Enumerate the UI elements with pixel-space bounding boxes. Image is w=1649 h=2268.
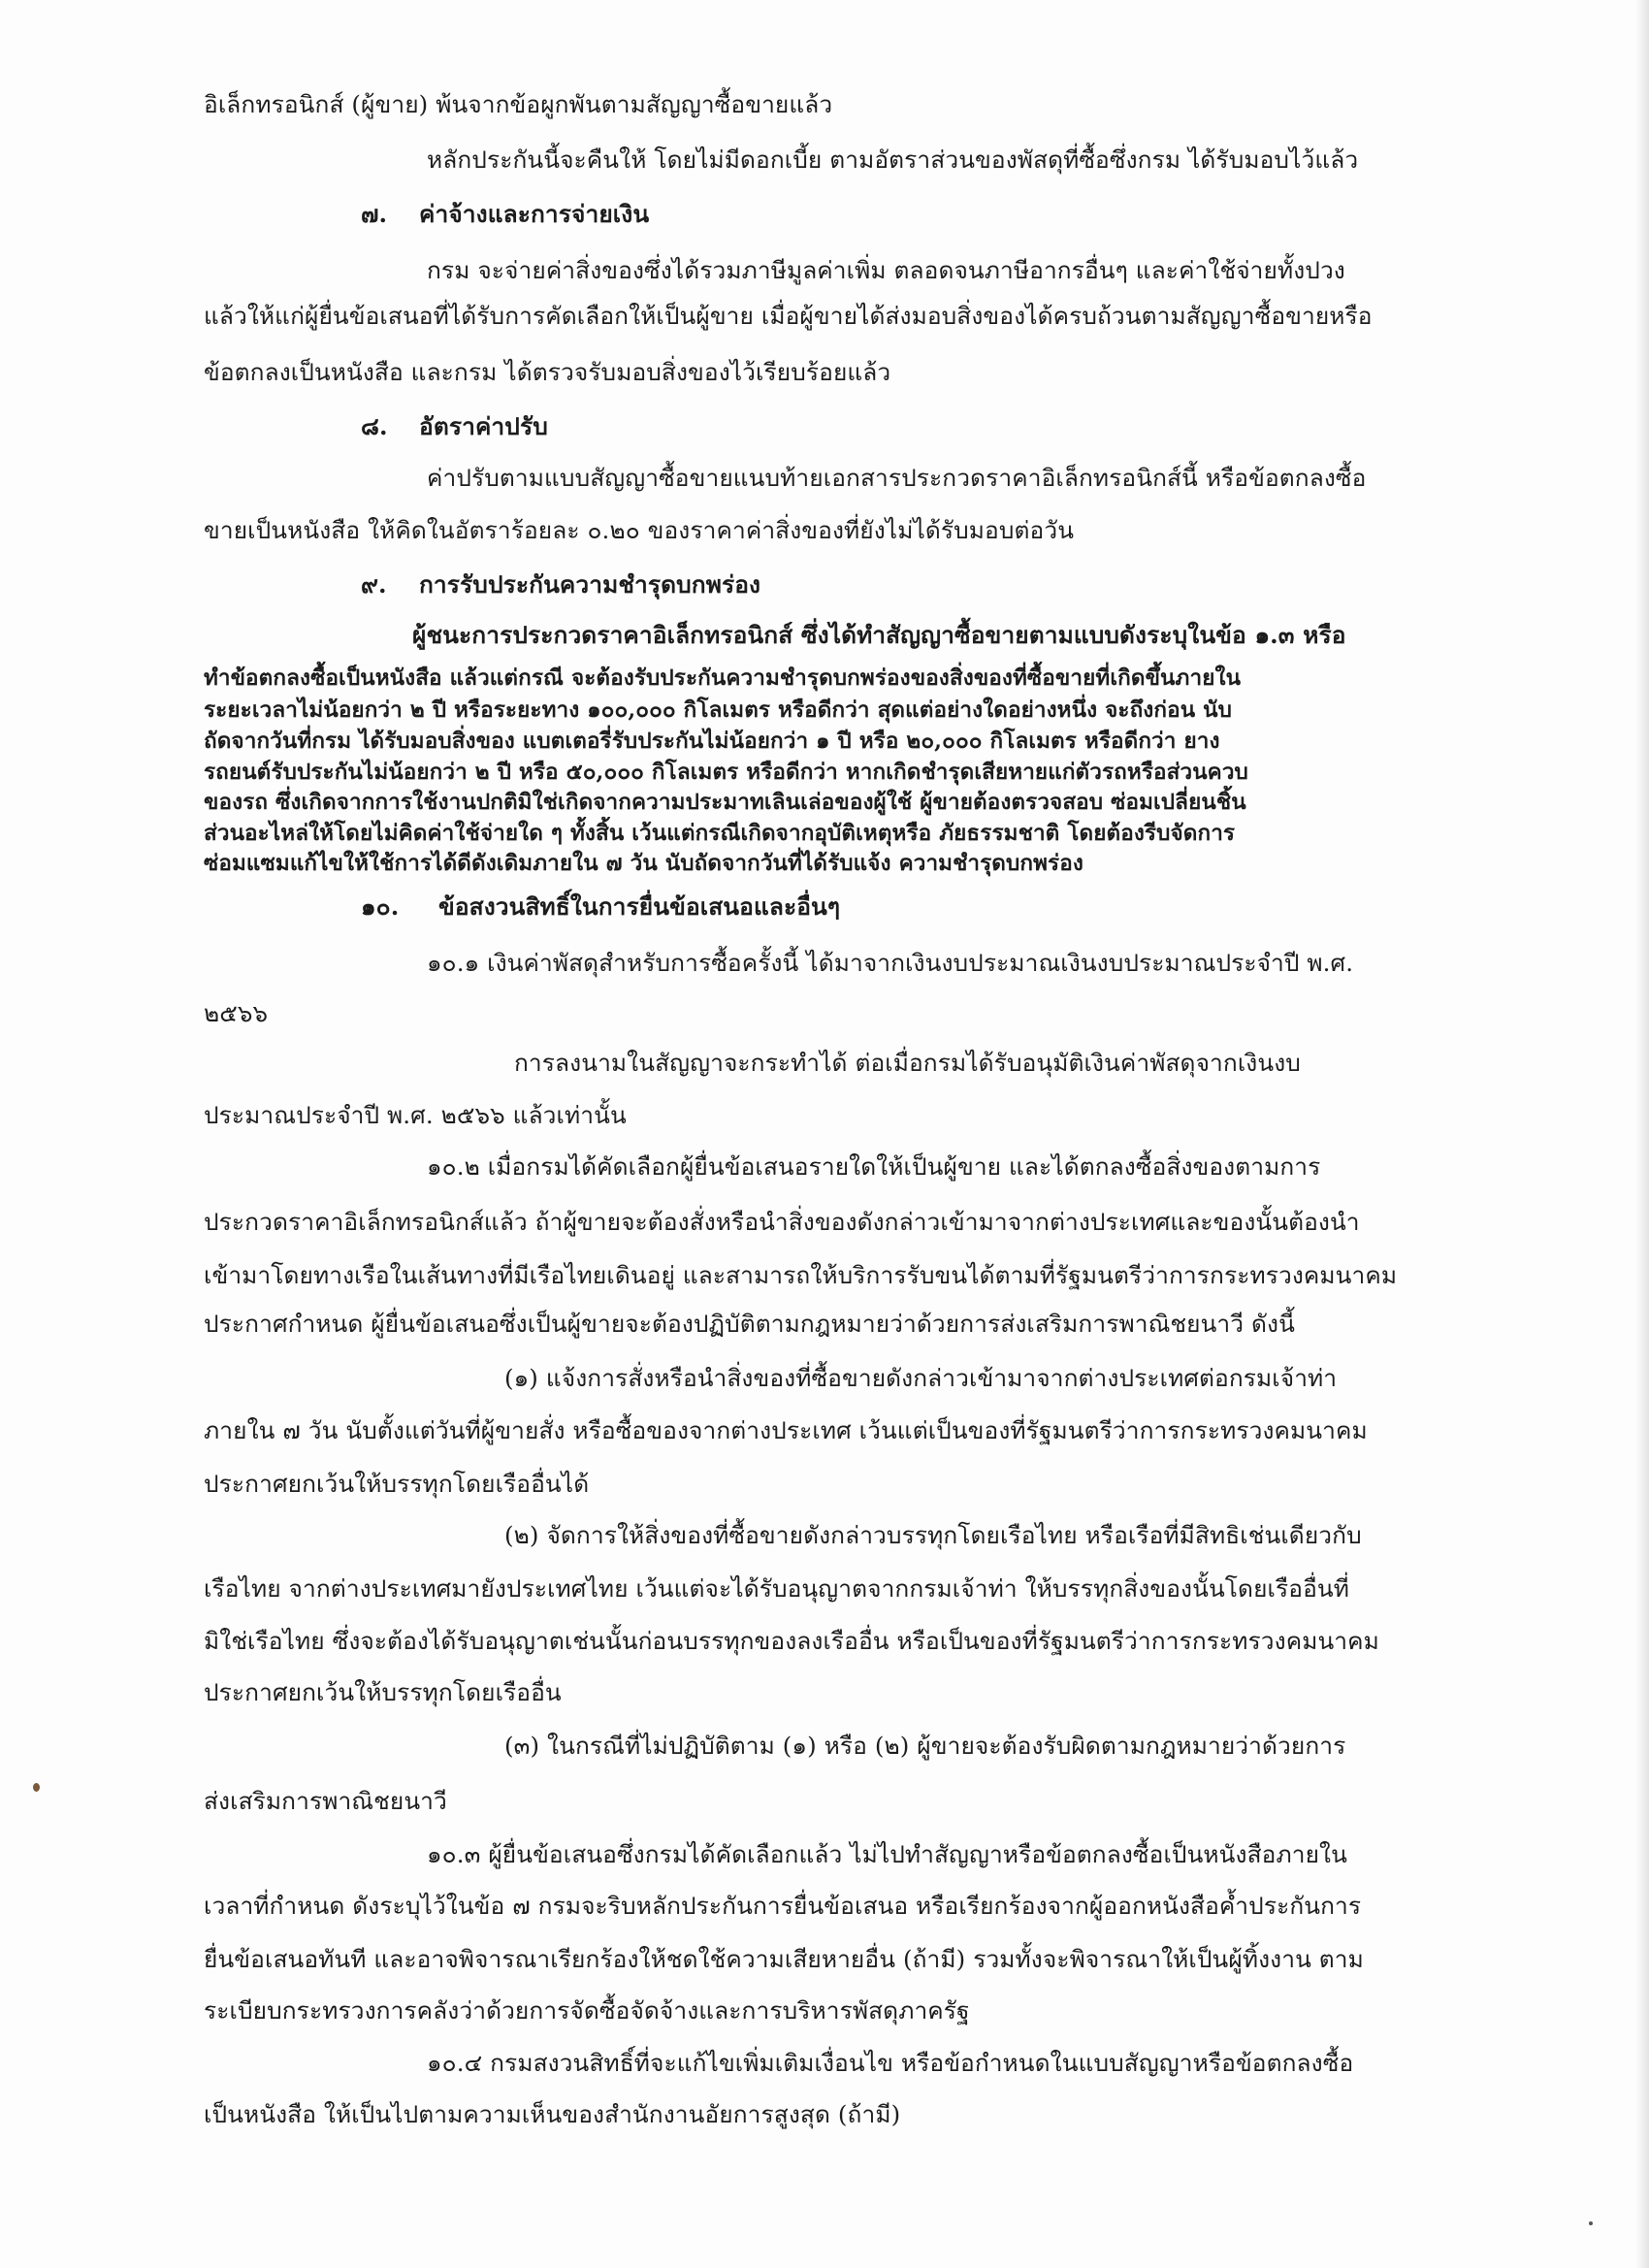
text-line: (๓) ในกรณีที่ไม่ปฏิบัติตาม (๑) หรือ (๒) ผู้ขายจะต้องรับผิดตามกฎหมายว่าด้วยการ	[504, 1732, 1346, 1760]
text-line: (๑) แจ้งการสั่งหรือนำสิ่งของที่ซื้อขายดังกล่าวเข้ามาจากต่างประเทศต่อกรมเจ้าท่า	[504, 1364, 1338, 1392]
section-heading	[361, 412, 548, 441]
text-line: ข้อตกลงเป็นหนังสือ และกรม ได้ตรวจรับมอบสิ่งของไว้เรียบร้อยแล้ว	[204, 358, 891, 386]
section-title: อัตราค่าปรับ	[419, 412, 548, 440]
text-line: ถัดจากวันที่กรม ได้รับมอบสิ่งของ แบตเตอรี่รับประกันไม่น้อยกว่า ๑ ปี หรือ ๒๐,๐๐๐ กิโลเมตร หรือดีกว่า ยาง	[204, 729, 1220, 754]
text-line: ๒๕๖๖	[204, 999, 269, 1027]
text-line: ผู้ชนะการประกวดราคาอิเล็กทรอนิกส์ ซึ่งได้ทำสัญญาซื้อขายตามแบบดังระบุในข้อ ๑.๓ หรือ	[412, 621, 1346, 649]
text-line: ๑๐.๒ เมื่อกรมได้คัดเลือกผู้ยื่นข้อเสนอรายใดให้เป็นผู้ขาย และได้ตกลงซื้อสิ่งของตามการ	[427, 1152, 1321, 1181]
text-line: ยื่นข้อเสนอทันที และอาจพิจารณาเรียกร้องให้ชดใช้ความเสียหายอื่น (ถ้ามี) รวมทั้งจะพิจารณาให้เป็นผู้ทิ้งงาน ตาม	[204, 1945, 1364, 1973]
section-heading	[361, 200, 649, 229]
text-line: ประกาศกำหนด ผู้ยื่นข้อเสนอซึ่งเป็นผู้ขายจะต้องปฏิบัติตามกฎหมายว่าด้วยการส่งเสริมการพาณิชยนาวี ดังนี้	[204, 1310, 1295, 1338]
text-line: ประกวดราคาอิเล็กทรอนิกส์แล้ว ถ้าผู้ขายจะต้องสั่งหรือนำสิ่งของดังกล่าวเข้ามาจากต่างประเทศและของนั้นต้องนำ	[204, 1208, 1360, 1236]
text-line: หลักประกันนี้จะคืนให้ โดยไม่มีดอกเบี้ย ตามอัตราส่วนของพัสดุที่ซื้อซึ่งกรม ได้รับมอบไว้แล้ว	[427, 146, 1359, 174]
text-line: ขายเป็นหนังสือ ให้คิดในอัตราร้อยละ ๐.๒๐ ของราคาค่าสิ่งของที่ยังไม่ได้รับมอบต่อวัน	[204, 516, 1075, 544]
scan-speck	[33, 1783, 40, 1792]
text-line: รถยนต์รับประกันไม่น้อยกว่า ๒ ปี หรือ ๕๐,๐๐๐ กิโลเมตร หรือดีกว่า หากเกิดชำรุดเสียหายแก่ตัวรถหรือส่วนควบ	[204, 760, 1248, 785]
section-title: การรับประกันความชำรุดบกพร่อง	[419, 570, 761, 599]
section-number: ๗.	[361, 200, 388, 228]
text-line: ๑๐.๑ เงินค่าพัสดุสำหรับการซื้อครั้งนี้ ได้มาจากเงินงบประมาณเงินงบประมาณประจำปี พ.ศ.	[427, 949, 1354, 977]
section-number: ๘.	[361, 412, 388, 440]
text-line: เข้ามาโดยทางเรือในเส้นทางที่มีเรือไทยเดินอยู่ และสามารถให้บริการรับขนได้ตามที่รัฐมนตรีว่าการกระทรวงคมนาคม	[204, 1261, 1398, 1289]
text-line: กรม จะจ่ายค่าสิ่งของซึ่งได้รวมภาษีมูลค่าเพิ่ม ตลอดจนภาษีอากรอื่นๆ และค่าใช้จ่ายทั้งปวง	[427, 256, 1345, 284]
text-line: แล้วให้แก่ผู้ยื่นข้อเสนอที่ได้รับการคัดเลือกให้เป็นผู้ขาย เมื่อผู้ขายได้ส่งมอบสิ่งของได้ครบถ้วนตามสัญญาซื้อขายหรือ	[204, 302, 1373, 330]
text-line: ของรถ ซึ่งเกิดจากการใช้งานปกติมิใช่เกิดจากความประมาทเลินเล่อของผู้ใช้ ผู้ขายต้องตรวจสอบ ซ่อมเปลี่ยนชิ้น	[204, 790, 1246, 815]
text-line: เป็นหนังสือ ให้เป็นไปตามความเห็นของสำนักงานอัยการสูงสุด (ถ้ามี)	[204, 2100, 901, 2128]
text-line: ประกาศยกเว้นให้บรรทุกโดยเรืออื่น	[204, 1678, 562, 1706]
text-line: ซ่อมแซมแก้ไขให้ใช้การได้ดีดังเดิมภายใน ๗ วัน นับถัดจากวันที่ได้รับแจ้ง ความชำรุดบกพร่อง	[204, 851, 1083, 876]
text-line: อิเล็กทรอนิกส์ (ผู้ขาย) พ้นจากข้อผูกพันตามสัญญาซื้อขายแล้ว	[204, 90, 833, 118]
section-heading	[361, 570, 760, 599]
section-number: ๑๐.	[361, 892, 400, 921]
text-line: ระเบียบกระทรวงการคลังว่าด้วยการจัดซื้อจัดจ้างและการบริหารพัสดุภาครัฐ	[204, 1996, 970, 2025]
text-line: การลงนามในสัญญาจะกระทำได้ ต่อเมื่อกรมได้รับอนุมัติเงินค่าพัสดุจากเงินงบ	[514, 1049, 1301, 1077]
text-line: ส่วนอะไหล่ให้โดยไม่คิดค่าใช้จ่ายใด ๆ ทั้งสิ้น เว้นแต่กรณีเกิดจากอุบัติเหตุหรือ ภัยธรรมชาติ โดยต้องรีบจัดการ	[204, 821, 1236, 846]
section-heading	[361, 892, 840, 922]
text-line: ภายใน ๗ วัน นับตั้งแต่วันที่ผู้ขายสั่ง หรือซื้อของจากต่างประเทศ เว้นแต่เป็นของที่รัฐมนตรีว่าการกระทรวงคมนาคม	[204, 1416, 1368, 1444]
scan-edge-shadow	[1635, 0, 1649, 2268]
text-line: ทำข้อตกลงซื้อเป็นหนังสือ แล้วแต่กรณี จะต้องรับประกันความชำรุดบกพร่องของสิ่งของที่ซื้อขายที่เกิดขึ้นภายใน	[204, 665, 1242, 691]
text-line: ส่งเสริมการพาณิชยนาวี	[204, 1787, 447, 1815]
section-title: ข้อสงวนสิทธิ์ในการยื่นข้อเสนอและอื่นๆ	[438, 892, 841, 921]
section-number: ๙.	[361, 570, 387, 599]
text-line: ประกาศยกเว้นให้บรรทุกโดยเรืออื่นได้	[204, 1470, 590, 1498]
text-line: ระยะเวลาไม่น้อยกว่า ๒ ปี หรือระยะทาง ๑๐๐,๐๐๐ กิโลเมตร หรือดีกว่า สุดแต่อย่างใดอย่างหนึ่ง จะถึงก่อน นับ	[204, 697, 1233, 723]
text-line: ๑๐.๔ กรมสงวนสิทธิ์ที่จะแก้ไขเพิ่มเติมเงื่อนไข หรือข้อกำหนดในแบบสัญญาหรือข้อตกลงซื้อ	[427, 2049, 1354, 2077]
scan-speck	[1589, 2221, 1593, 2225]
text-line: เรือไทย จากต่างประเทศมายังประเทศไทย เว้นแต่จะได้รับอนุญาตจากกรมเจ้าท่า ให้บรรทุกสิ่งของนั้นโดยเรืออื่นที่	[204, 1574, 1349, 1603]
text-line: เวลาที่กำหนด ดังระบุไว้ในข้อ ๗ กรมจะริบหลักประกันการยื่นข้อเสนอ หรือเรียกร้องจากผู้ออกหนังสือค้ำประกันการ	[204, 1892, 1362, 1920]
text-line: ค่าปรับตามแบบสัญญาซื้อขายแนบท้ายเอกสารประกวดราคาอิเล็กทรอนิกส์นี้ หรือข้อตกลงซื้อ	[427, 464, 1367, 492]
text-line: ประมาณประจำปี พ.ศ. ๒๕๖๖ แล้วเท่านั้น	[204, 1101, 627, 1129]
section-title: ค่าจ้างและการจ่ายเงิน	[419, 200, 650, 228]
text-line: (๒) จัดการให้สิ่งของที่ซื้อขายดังกล่าวบรรทุกโดยเรือไทย หรือเรือที่มีสิทธิเช่นเดียวกับ	[504, 1521, 1362, 1549]
text-line: ๑๐.๓ ผู้ยื่นข้อเสนอซึ่งกรมได้คัดเลือกแล้ว ไม่ไปทำสัญญาหรือข้อตกลงซื้อเป็นหนังสือภายใน	[427, 1840, 1347, 1868]
text-line: มิใช่เรือไทย ซึ่งจะต้องได้รับอนุญาตเช่นนั้นก่อนบรรทุกของลงเรืออื่น หรือเป็นของที่รัฐมนตรีว่าการกระทรวงคมนาคม	[204, 1627, 1379, 1655]
